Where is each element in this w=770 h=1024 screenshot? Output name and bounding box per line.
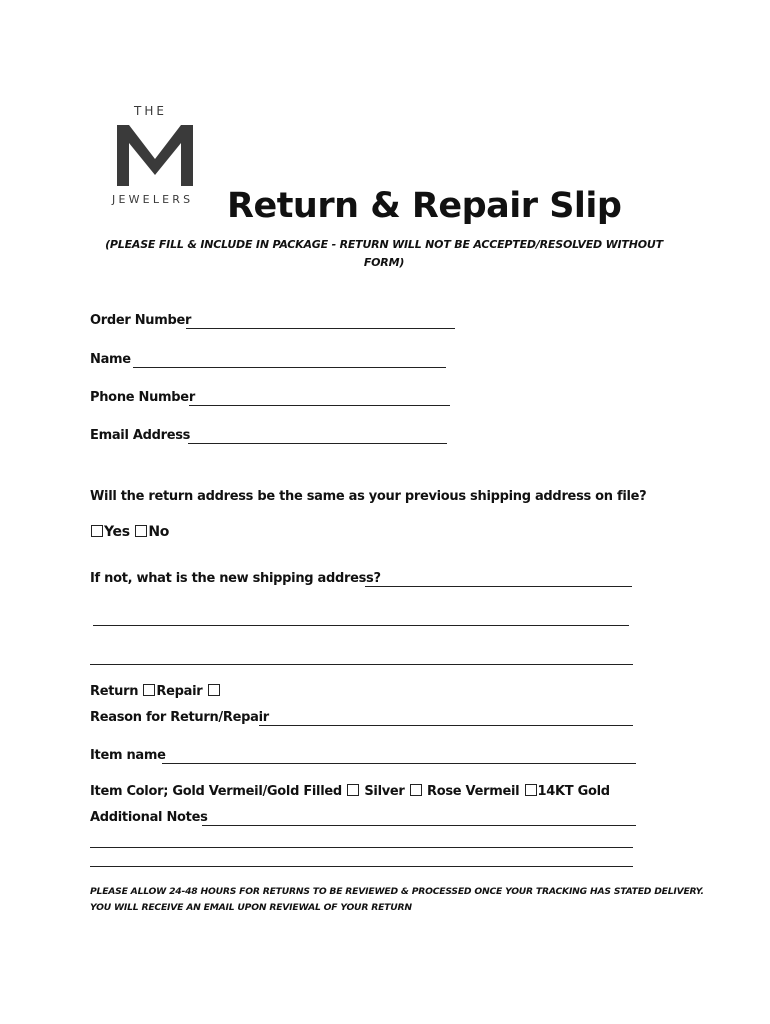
logo-m-icon [115,107,195,187]
yes-no-options [90,524,169,540]
new-address-field-line-3[interactable] [90,664,633,665]
footer-note-line-2: YOU WILL RECEIVE AN EMAIL UPON REVIEWAL OF YOUR RETURN [90,902,412,913]
repair-checkbox[interactable] [208,684,220,696]
repair-label: Repair [156,684,203,699]
yes-checkbox[interactable] [91,525,103,537]
phone-number-label: Phone Number [90,390,195,405]
new-address-field-line-1[interactable] [365,586,632,587]
name-label: Name [90,352,131,367]
reason-label: Reason for Return/Repair [90,710,269,725]
new-address-field-line-2[interactable] [93,625,629,626]
order-number-field[interactable] [186,328,455,329]
same-address-question: Will the return address be the same as your previous shipping address on file? [90,489,647,504]
name-field[interactable] [133,367,446,368]
page-title: Return & Repair Slip [227,186,622,226]
order-number-label: Order Number [90,313,192,328]
additional-notes-label: Additional Notes [90,810,208,825]
return-repair-options [90,684,221,699]
return-label: Return [90,684,139,699]
silver-checkbox[interactable] [410,784,422,796]
additional-notes-field-line-2[interactable] [90,847,633,848]
logo-text-jewelers: JEWELERS [112,193,194,206]
item-color-label: Item Color; Gold Vermeil/Gold Filled [90,784,342,799]
item-name-label: Item name [90,748,166,763]
reason-field[interactable] [259,725,633,726]
subtitle-instructions: (PLEASE FILL & INCLUDE IN PACKAGE - RETURN WILL NOT BE ACCEPTED/RESOLVED WITHOUT FORM) [105,238,663,269]
logo-text-the: THE [134,104,167,118]
email-address-field[interactable] [188,443,447,444]
item-color-options [90,784,610,799]
additional-notes-field-line-1[interactable] [202,825,636,826]
phone-number-field[interactable] [189,405,450,406]
rose-vermeil-checkbox[interactable] [525,784,537,796]
no-checkbox[interactable] [135,525,147,537]
additional-notes-field-line-3[interactable] [90,866,633,867]
gold-vermeil-checkbox[interactable] [347,784,359,796]
new-address-label: If not, what is the new shipping address? [90,571,381,586]
silver-label: Silver [364,784,405,799]
yes-label: Yes [104,524,130,540]
gold-14kt-label: 14KT Gold [537,784,610,799]
return-checkbox[interactable] [143,684,155,696]
footer-note-line-1: PLEASE ALLOW 24-48 HOURS FOR RETURNS TO BE REVIEWED & PROCESSED ONCE YOUR TRACKING HAS STATED DELIVERY. [90,886,704,897]
email-address-label: Email Address [90,428,191,443]
no-label: No [148,524,170,540]
item-name-field[interactable] [162,763,636,764]
rose-vermeil-label: Rose Vermeil [427,784,520,799]
